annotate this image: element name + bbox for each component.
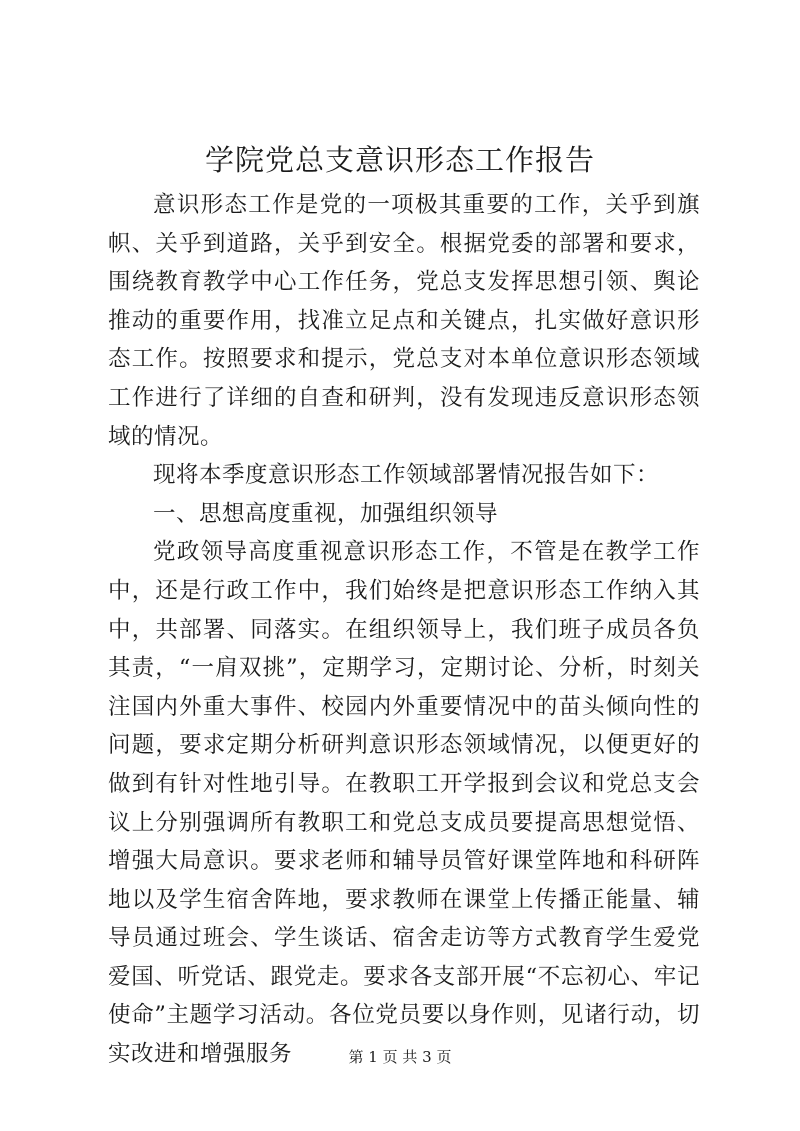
paragraph-report-lead: 现将本季度意识形态工作领域部署情况报告如下： — [153, 462, 660, 489]
page-number-footer: 第 1 页 共 3 页 — [348, 1048, 452, 1066]
document-body — [108, 186, 700, 1074]
paragraph-intro: 意识形态工作是党的一项极其重要的工作，关乎到旗帜、关乎到道路，关乎到安全。根据党委的部署和要求，围绕教育教学中心工作任务，党总支发挥思想引领、舆论推动的重要作用，找准立足点和关键点，扎实做好意识形态工作。按照要求和提示，党总支对本单位意识形态领域工作进行了详细的自查和研判，没有发现违反意识形态领域的情况。 — [108, 192, 700, 450]
page-title: 学院党总支意识形态工作报告 — [204, 143, 595, 177]
section-heading-1: 一、思想高度重视，加强组织领导 — [153, 500, 499, 527]
paragraph-section-1-body: 党政领导高度重视意识形态工作，不管是在教学工作中，还是行政工作中，我们始终是把意识形态工作纳入其中，共部署、同落实。在组织领导上，我们班子成员各负其责，“一肩双挑”，定期学习，定期讨论、分析，时刻关注国内外重大事件、校园内外重要情况中的苗头倾向性的问题，要求定期分析研判意识形态领域情况，以便更好的做到有针对性地引导。在教职工开学报到会议和党总支会议上分别强调所有教职工和党总支成员要提高思想觉悟、增强大局意识。要求老师和辅导员管好课堂阵地和科研阵地以及学生宿舍阵地，要求教师在课堂上传播正能量、辅导员通过班会、学生谈话、宿舍走访等方式教育学生爱党爱国、听党话、跟党走。要求各支部开展“不忘初心、牢记使命”主题学习活动。各位党员要以身作则，见诸行动，切实改进和增强服务 — [108, 539, 700, 1068]
